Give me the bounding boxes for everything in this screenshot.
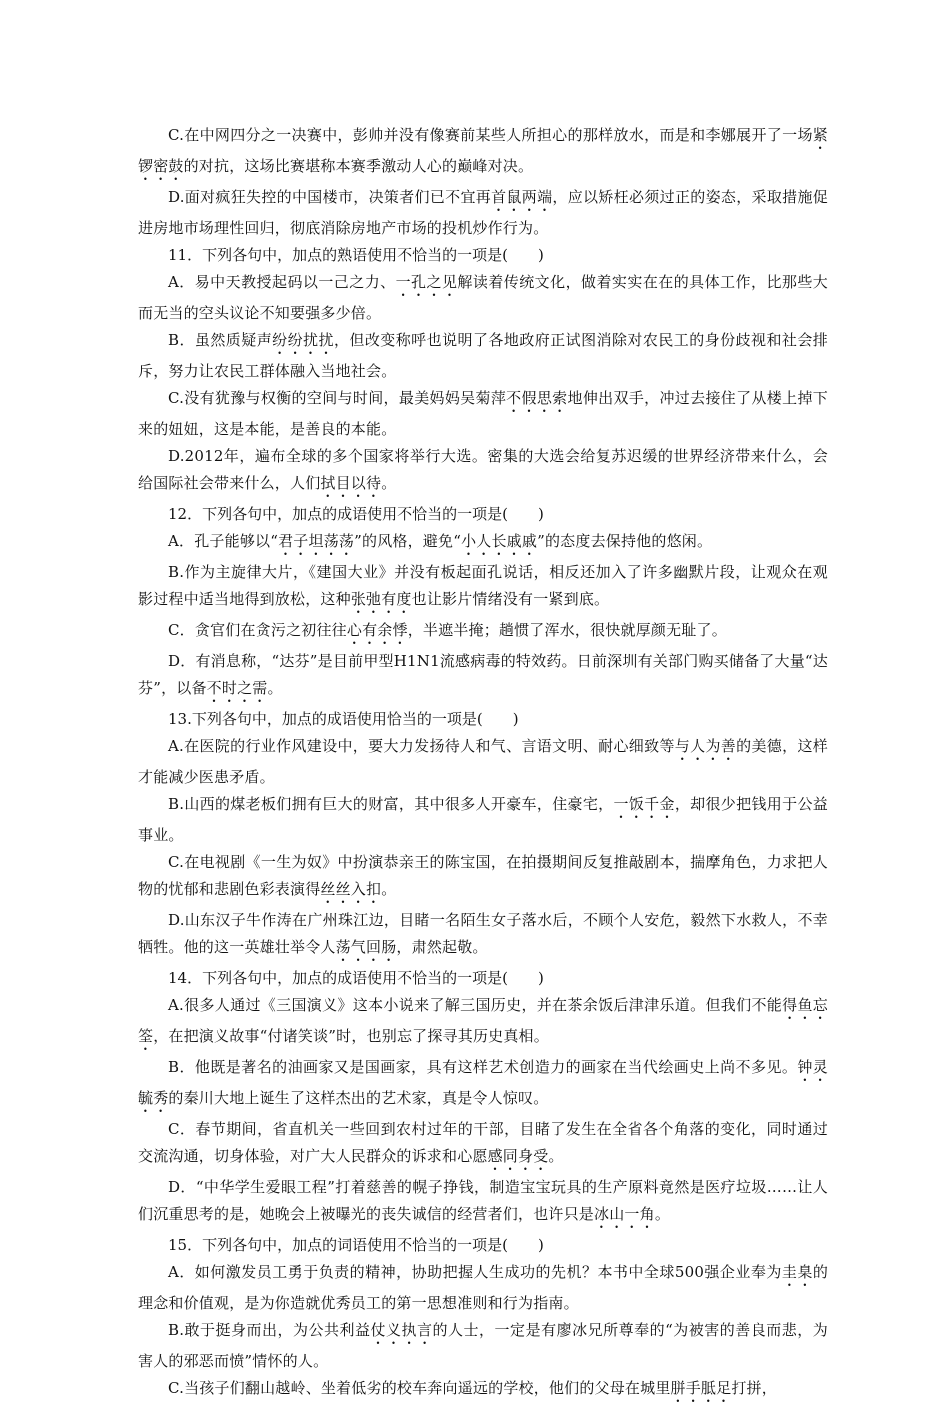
text-segment: 。 <box>381 474 397 492</box>
emphasized-phrase: 小人长戚戚 <box>461 532 538 550</box>
text-segment: 的美德，这样才能减少医患矛盾。 <box>138 737 829 786</box>
text-segment: 打拼， <box>731 1379 777 1397</box>
text-segment: A．如何激发员工勇于负责的精神，协助把握人生成功的先机？本书中全球500强企业奉为 <box>168 1263 782 1281</box>
text-segment: 。 <box>654 1205 671 1223</box>
text-segment: D．有消息称，“达芬”是目前甲型H1N1流感病毒的特效药。日前深圳有关部门购买储备了大量“达芬”，以备 <box>138 652 828 697</box>
text-segment: D.2012年，遍布全球的多个国家将举行大选。密集的大选会给复苏迟缓的世界经济带来什么，会给国际社会带来什么，人们 <box>138 447 828 492</box>
answer-option <box>138 184 828 242</box>
question-stem <box>138 501 828 528</box>
text-segment: ”的态度去保持他的悠闲。 <box>537 532 713 550</box>
text-segment: ，在把演义故事“付诸笑谈”时，也别忘了探寻其历史真相。 <box>153 1027 549 1045</box>
text-segment: B.山西的煤老板们拥有巨大的财富，其中很多人开豪车，住豪宅， <box>168 795 614 813</box>
answer-option <box>138 559 828 617</box>
emphasized-phrase: 丝丝入扣 <box>320 880 382 898</box>
text-segment: D.山东汉子牛作涛在广州珠江边，目睹一名陌生女子落水后，不顾个人安危，毅然下水救人，不幸牺牲。他的这一英雄壮举令人 <box>138 911 828 956</box>
emphasized-phrase: 得鱼忘筌 <box>138 996 828 1045</box>
emphasized-phrase: 钟灵毓秀 <box>138 1058 828 1107</box>
question-stem <box>138 242 828 269</box>
text-segment: 13.下列各句中，加点的成语使用恰当的一项是( ) <box>168 710 519 728</box>
text-segment: D.面对疯狂失控的中国楼市，决策者们已不宜再 <box>168 188 492 206</box>
emphasized-phrase: 首鼠两端 <box>491 188 553 206</box>
answer-option <box>138 443 828 501</box>
text-segment: ，应以矫枉必须过正的姿态，采取措施促进房地市场理性回归，彻底消除房地产市场的投机炒作行为。 <box>138 188 828 237</box>
text-segment: 15．下列各句中，加点的词语使用不恰当的一项是( ) <box>168 1236 544 1254</box>
text-segment: B.作为主旋律大片，《建国大业》并没有板起面孔说话，相反还加入了许多幽默片段，让观众在观影过程中适当地得到放松，这种 <box>138 563 828 608</box>
text-segment: A.很多人通过《三国演义》这本小说来了解三国历史，并在茶余饭后津津乐道。但我们不能 <box>168 996 783 1014</box>
text-segment: 。 <box>381 880 397 898</box>
emphasized-phrase: 张弛有度 <box>350 590 412 608</box>
emphasized-phrase: 不时之需 <box>206 679 268 697</box>
answer-option <box>138 733 828 791</box>
emphasized-phrase: 一饭千金 <box>613 795 675 813</box>
answer-option <box>138 791 828 849</box>
emphasized-phrase: 感同身受 <box>487 1147 549 1165</box>
emphasized-phrase: 不假思索 <box>506 389 568 407</box>
emphasized-phrase: 纷纷扰扰 <box>272 331 334 349</box>
text-segment: A.在医院的行业作风建设中，要大力发扬待人和气、言语文明、耐心细致等 <box>168 737 675 755</box>
text-segment: C.当孩子们翻山越岭、坐着低劣的校车奔向遥远的学校，他们的父母在城里 <box>168 1379 671 1397</box>
text-segment: D．“中华学生爱眼工程”打着慈善的幌子挣钱，制造宝宝玩具的生产原料竟然是医疗垃圾……让人们沉重思考的是，她晚会上被曝光的丧失诚信的经营者们，也许只是 <box>138 1178 828 1223</box>
answer-option <box>138 528 828 559</box>
text-segment: 的秦川大地上诞生了这样杰出的艺术家，真是令人惊叹。 <box>168 1089 549 1107</box>
text-segment: ，却很少把钱用于公益事业。 <box>138 795 828 844</box>
answer-option <box>138 1375 828 1406</box>
answer-option <box>138 122 828 184</box>
text-segment: C.在中网四分之一决赛中，彭帅并没有像赛前某些人所担心的那样放水，而是和李娜展开了一场 <box>168 126 813 144</box>
answer-option <box>138 1054 828 1116</box>
text-segment: ”的风格，避免“ <box>354 532 462 550</box>
text-segment: B.敢于挺身而出，为公共利益 <box>168 1321 371 1339</box>
text-segment: 。 <box>267 679 283 697</box>
emphasized-phrase: 与人为善 <box>674 737 737 755</box>
text-segment: ，半遮半掩；趟惯了浑水，很快就厚颜无耻了。 <box>407 621 727 639</box>
emphasized-phrase: 胼手胝足 <box>670 1379 732 1397</box>
question-stem <box>138 706 828 733</box>
text-segment: 。 <box>548 1147 564 1165</box>
document-page <box>138 122 828 1406</box>
emphasized-phrase: 拭目以待 <box>320 474 382 492</box>
emphasized-phrase: 仗义执言 <box>370 1321 433 1339</box>
answer-option <box>138 1259 828 1317</box>
answer-option <box>138 327 828 385</box>
answer-option <box>138 269 828 327</box>
emphasized-phrase: 圭臬 <box>781 1263 813 1281</box>
answer-option <box>138 849 828 907</box>
text-segment: A．易中天教授起码以一己之力、 <box>168 273 396 291</box>
text-segment: 的对抗，这场比赛堪称本赛季激动人心的巅峰对决。 <box>183 157 534 175</box>
text-segment: ，肃然起敬。 <box>396 938 488 956</box>
text-segment: 11．下列各句中，加点的熟语使用不恰当的一项是( ) <box>168 246 544 264</box>
answer-option <box>138 992 828 1054</box>
emphasized-phrase: 一孔之见 <box>395 273 458 291</box>
emphasized-phrase: 心有余悸 <box>346 621 408 639</box>
text-segment: C．贪官们在贪污之初往往 <box>168 621 347 639</box>
emphasized-phrase: 紧锣密鼓 <box>138 126 828 175</box>
question-stem <box>138 1232 828 1259</box>
answer-option <box>138 648 828 706</box>
text-segment: 的人士，一定是有廖冰兄所尊奉的“为被害的善良而悲，为害人的邪恶而愤”情怀的人。 <box>138 1321 828 1370</box>
question-stem <box>138 965 828 992</box>
text-segment: C.没有犹豫与权衡的空间与时间，最美妈妈吴菊萍 <box>168 389 507 407</box>
answer-option <box>138 385 828 443</box>
text-segment: B．虽然质疑声 <box>168 331 273 349</box>
text-segment: 的理念和价值观，是为你造就优秀员工的第一思想准则和行为指南。 <box>138 1263 829 1312</box>
answer-option <box>138 1174 828 1232</box>
text-segment: C.在电视剧《一生为奴》中扮演恭亲王的陈宝国，在拍摄期间反复推敲剧本，揣摩角色，力求把人物的忧郁和悲剧色彩表演得 <box>138 853 828 898</box>
emphasized-phrase: 荡气回肠 <box>335 938 397 956</box>
answer-option <box>138 907 828 965</box>
text-segment: 地伸出双手，冲过去接住了从楼上掉下来的妞妞，这是本能，是善良的本能。 <box>138 389 828 438</box>
emphasized-phrase: 冰山一角 <box>594 1205 655 1223</box>
text-segment: C．春节期间，省直机关一些回到农村过年的干部，目睹了发生在全省各个角落的变化，同时通过交流沟通，切身体验，对广大人民群众的诉求和心愿 <box>138 1120 828 1165</box>
text-segment: A．孔子能够以“ <box>168 532 279 550</box>
text-segment: 14．下列各句中，加点的成语使用不恰当的一项是( ) <box>168 969 544 987</box>
text-segment: ，但改变称呼也说明了各地政府正试图消除对农民工的身份歧视和社会排斥，努力让农民工群体融入当地社会。 <box>138 331 828 380</box>
answer-option <box>138 1317 828 1375</box>
answer-option <box>138 1116 828 1174</box>
answer-option <box>138 617 828 648</box>
text-segment: 12．下列各句中，加点的成语使用不恰当的一项是( ) <box>168 505 544 523</box>
text-segment: 也让影片情绪没有一紧到底。 <box>411 590 610 608</box>
text-segment: 解读着传统文化，做着实实在在的具体工作，比那些大而无当的空头议论不知要强多少倍。 <box>138 273 828 322</box>
emphasized-phrase: 君子坦荡荡 <box>278 532 355 550</box>
text-segment: B．他既是著名的油画家又是国画家，具有这样艺术创造力的画家在当代绘画史上尚不多见。 <box>168 1058 798 1076</box>
